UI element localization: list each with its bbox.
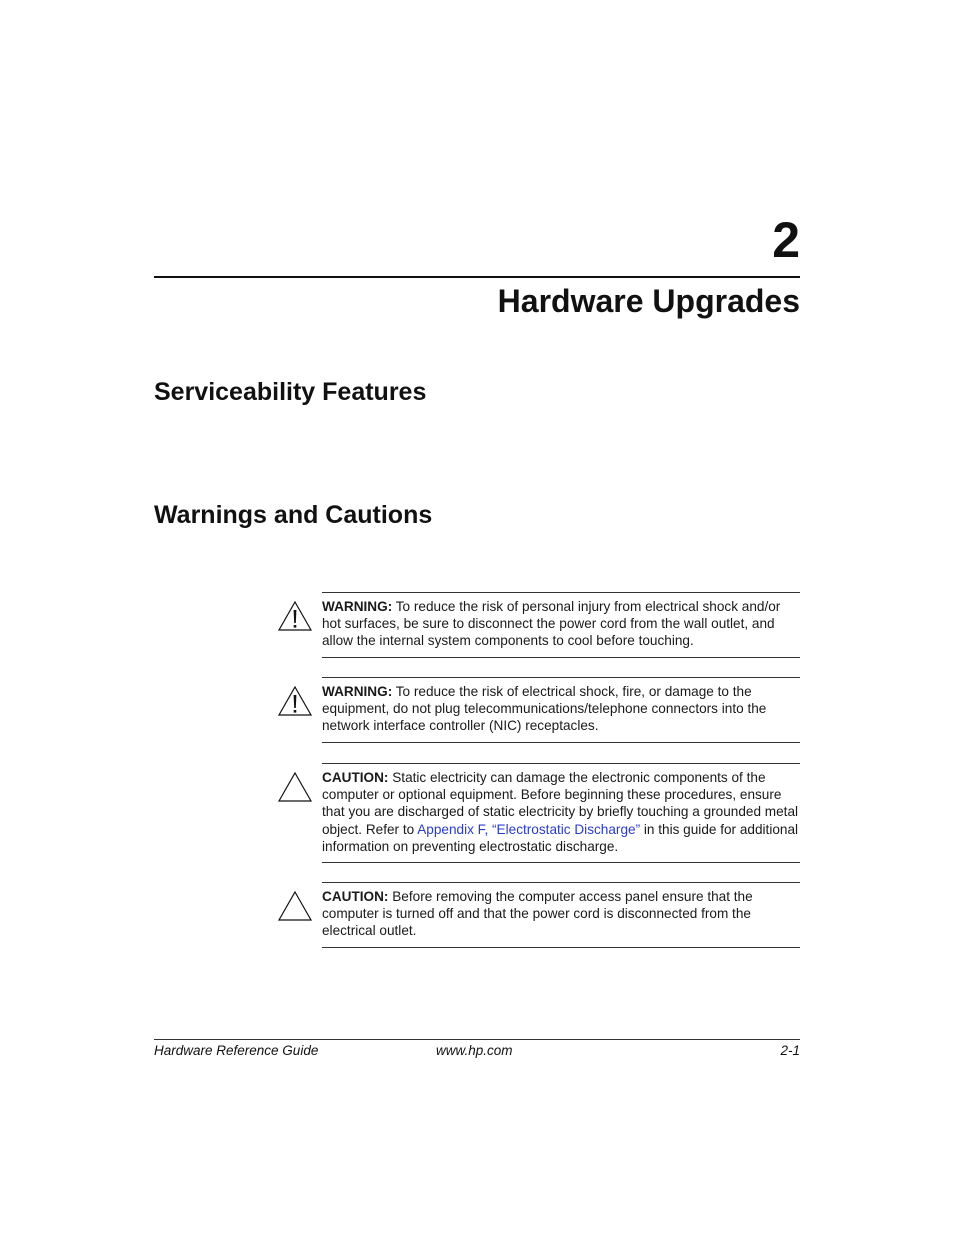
chapter-title: Hardware Upgrades	[497, 283, 800, 319]
chapter-number: 2	[772, 212, 800, 268]
footer-rule	[154, 1039, 800, 1040]
chapter-title-rule	[154, 276, 800, 278]
notice-label: CAUTION:	[322, 889, 389, 904]
notice-label: WARNING:	[322, 684, 393, 699]
caution-notice	[277, 882, 800, 948]
notice-top-rule	[322, 592, 800, 593]
notice-body: Static electricity can damage the electronic components of the computer or optional equipment. Before beginning these procedures, ensure that you are discharged of static electricity by briefly touching a grounded metal object. Refer to	[322, 770, 799, 837]
notice-bottom-rule	[322, 862, 800, 863]
notice-bottom-rule	[322, 657, 800, 658]
notice-body: Before removing the computer access panel ensure that the computer is turned off and that the power cord is disconnected from the electrical outlet.	[322, 889, 753, 939]
notice-text	[322, 683, 800, 735]
footer-website: www.hp.com	[436, 1043, 513, 1058]
caution-notice	[277, 763, 800, 863]
caution-triangle-icon	[277, 771, 313, 803]
notice-top-rule	[322, 677, 800, 678]
notice-text	[322, 598, 800, 650]
notice-label: CAUTION:	[322, 770, 389, 785]
caution-triangle-icon	[277, 890, 313, 922]
footer-page-number: 2-1	[780, 1043, 800, 1058]
notice-text	[322, 769, 800, 855]
warning-exclamation-triangle-icon	[277, 685, 313, 717]
notice-bottom-rule	[322, 947, 800, 948]
warning-exclamation-triangle-icon	[277, 600, 313, 632]
notice-label: WARNING:	[322, 599, 393, 614]
notice-top-rule	[322, 882, 800, 883]
notice-text	[322, 888, 800, 940]
footer-guide-title: Hardware Reference Guide	[154, 1043, 319, 1058]
warning-notice	[277, 677, 800, 743]
notice-body-continued: in this guide for additional information on preventing electrostatic discharge.	[322, 821, 799, 854]
section-heading-warnings: Warnings and Cautions	[154, 501, 433, 529]
notice-bottom-rule	[322, 742, 800, 743]
notice-body: To reduce the risk of personal injury from electrical shock and/or hot surfaces, be sure to disconnect the power cord from the wall outlet, and allow the internal system components to cool before touching.	[322, 599, 781, 649]
appendix-f-link[interactable]: Appendix F, “Electrostatic Discharge”	[417, 821, 641, 837]
warning-notice	[277, 592, 800, 658]
notice-body: To reduce the risk of electrical shock, fire, or damage to the equipment, do not plug telecommunications/telephone connectors into the network interface controller (NIC) receptacles.	[322, 684, 767, 734]
section-heading-serviceability: Serviceability Features	[154, 378, 427, 406]
notice-top-rule	[322, 763, 800, 764]
